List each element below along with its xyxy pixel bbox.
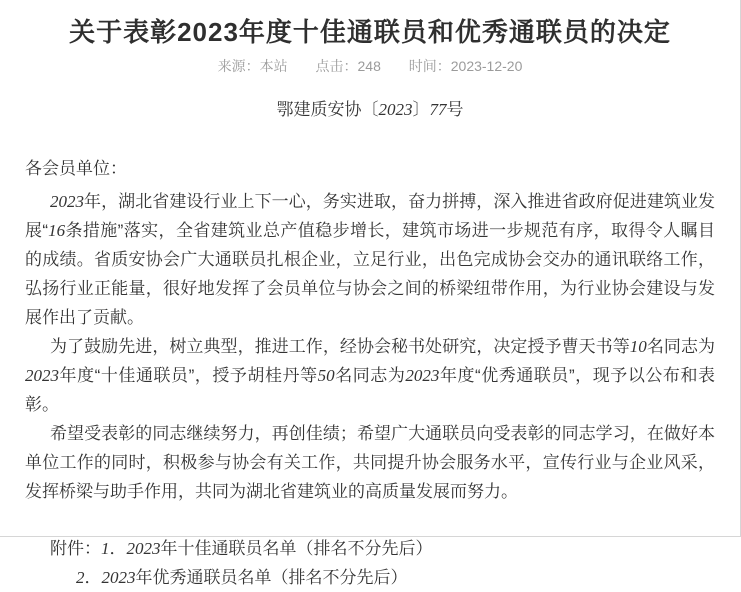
meta-clicks-label: 点击：248 [315,58,381,74]
body-paragraph-2: 为了鼓励先进，树立典型，推进工作，经协会秘书处研究，决定授予曹天书等10名同志为2023年度“十佳通联员”，授予胡桂丹等50名同志为2023年度“优秀通联员”，现予以公布和表彰。 [25,337,716,414]
body-paragraph-1: 2023年，湖北省建设行业上下一心，务实进取，奋力拼搏，深入推进省政府促进建筑业发展“16条措施”落实，全省建筑业总产值稳步增长，建筑市场进一步规范有序，取得令人瞩目的成绩。省质安协会广大通联员扎根企业，立足行业，出色完成协会交办的通讯联络工作，弘扬行业正能量，很好地发挥了会员单位与协会之间的桥梁纽带作用，为行业协会建设与发展作出了贡献。 [25,192,715,327]
attachment-line-1: 附件：1．2023年十佳通联员名单（排名不分先后） [50,539,433,558]
document-body [25,154,715,592]
body-paragraph-3: 希望受表彰的同志继续努力，再创佳绩；希望广大通联员向受表彰的同志学习，在做好本单位工作的同时，积极参与协会有关工作，共同提升协会服务水平，宣传行业与企业风采，发挥桥梁与助手作用，共同为湖北省建筑业的高质量发展而努力。 [25,424,715,501]
attachments-section [25,534,715,592]
page-title: 关于表彰2023年度十佳通联员和优秀通联员的决定 [69,17,671,47]
meta-time-label: 时间：2023-12-20 [408,58,523,74]
salutation: 各会员单位： [25,159,127,178]
document-number: 鄂建质安协〔2023〕77号 [276,100,464,119]
article-meta [25,56,715,76]
meta-source-label: 来源：本站 [217,58,288,74]
attachment-line-2: 2．2023年优秀通联员名单（排名不分先后） [76,568,408,587]
